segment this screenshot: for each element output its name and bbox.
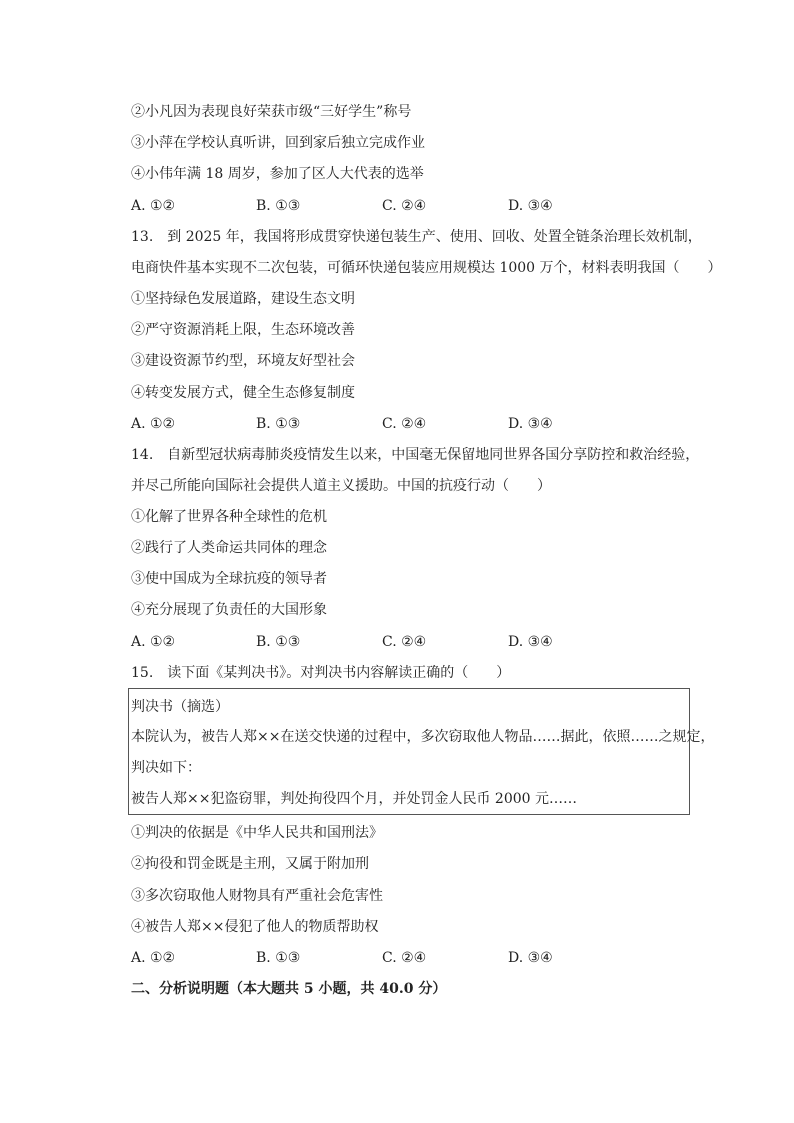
q15-option-2: ②拘役和罚金既是主刑，又属于附加刑 [131, 856, 369, 872]
q13-stem-line-1: 13. 到 2025 年，我国将形成贯穿快递包装生产、使用、回收、处置全链条治理长效机制， [131, 229, 702, 245]
q14-option-1: ①化解了世界各种全球性的危机 [131, 509, 327, 525]
q13-option-3: ③建设资源节约型，环境友好型社会 [131, 353, 355, 369]
q12-choice-c: C. ②④ [382, 198, 427, 214]
q13-option-1: ①坚持绿色发展道路，建设生态文明 [131, 291, 355, 307]
q14-stem-line-2: 并尽己所能向国际社会提供人道主义援助。中国的抗疫行动（ ） [131, 478, 551, 494]
judgment-line-1: 本院认为，被告人郑××在送交快递的过程中，多次窃取他人物品……据此，依照……之规定， [131, 729, 715, 745]
q12-option-3: ③小萍在学校认真听讲，回到家后独立完成作业 [131, 135, 425, 151]
q15-choice-c: C. ②④ [382, 950, 427, 966]
q13-choice-a: A. ①② [131, 416, 176, 432]
q13-choice-c: C. ②④ [382, 416, 427, 432]
q13-option-4: ④转变发展方式，健全生态修复制度 [131, 385, 355, 401]
q14-choices [131, 632, 651, 652]
q13-choice-b: B. ①③ [256, 416, 301, 432]
q15-option-3: ③多次窃取他人财物具有严重社会危害性 [131, 888, 383, 904]
q15-option-4: ④被告人郑××侵犯了他人的物质帮助权 [131, 919, 379, 935]
q12-option-4: ④小伟年满 18 周岁，参加了区人大代表的选举 [131, 166, 424, 182]
q13-stem-line-2: 电商快件基本实现不二次包装，可循环快递包装应用规模达 1000 万个，材料表明我国（ ） [131, 260, 722, 276]
section-2-heading: 二、分析说明题（本大题共 5 小题，共 40.0 分） [131, 981, 447, 997]
q14-choice-c: C. ②④ [382, 634, 427, 650]
q13-option-2: ②严守资源消耗上限，生态环境改善 [131, 322, 355, 338]
q12-choices [131, 196, 651, 216]
q15-choices [131, 948, 651, 968]
judgment-excerpt-box [128, 688, 715, 815]
q15-option-1: ①判决的依据是《中华人民共和国刑法》 [131, 825, 383, 841]
q14-option-4: ④充分展现了负责任的大国形象 [131, 602, 327, 618]
q15-stem: 15. 读下面《某判决书》。对判决书内容解读正确的（ ） [131, 665, 511, 681]
q14-choice-b: B. ①③ [256, 634, 301, 650]
q15-choice-d: D. ③④ [508, 950, 553, 966]
q14-choice-d: D. ③④ [508, 634, 553, 650]
q14-choice-a: A. ①② [131, 634, 176, 650]
q12-choice-b: B. ①③ [256, 198, 301, 214]
judgment-line-2: 判决如下： [131, 760, 201, 776]
q12-choice-d: D. ③④ [508, 198, 553, 214]
q15-choice-a: A. ①② [131, 950, 176, 966]
judgment-title: 判决书（摘选） [131, 699, 229, 715]
q12-choice-a: A. ①② [131, 198, 176, 214]
q14-option-3: ③使中国成为全球抗疫的领导者 [131, 571, 327, 587]
judgment-line-3: 被告人郑××犯盗窃罪，判处拘役四个月，并处罚金人民币 2000 元…… [131, 791, 577, 807]
q14-option-2: ②践行了人类命运共同体的理念 [131, 540, 327, 556]
q13-choices [131, 414, 651, 434]
q13-choice-d: D. ③④ [508, 416, 553, 432]
q12-option-2: ②小凡因为表现良好荣获市级“三好学生”称号 [131, 104, 412, 120]
q14-stem-line-1: 14. 自新型冠状病毒肺炎疫情发生以来，中国毫无保留地同世界各国分享防控和救治经验， [131, 447, 700, 463]
q15-choice-b: B. ①③ [256, 950, 301, 966]
